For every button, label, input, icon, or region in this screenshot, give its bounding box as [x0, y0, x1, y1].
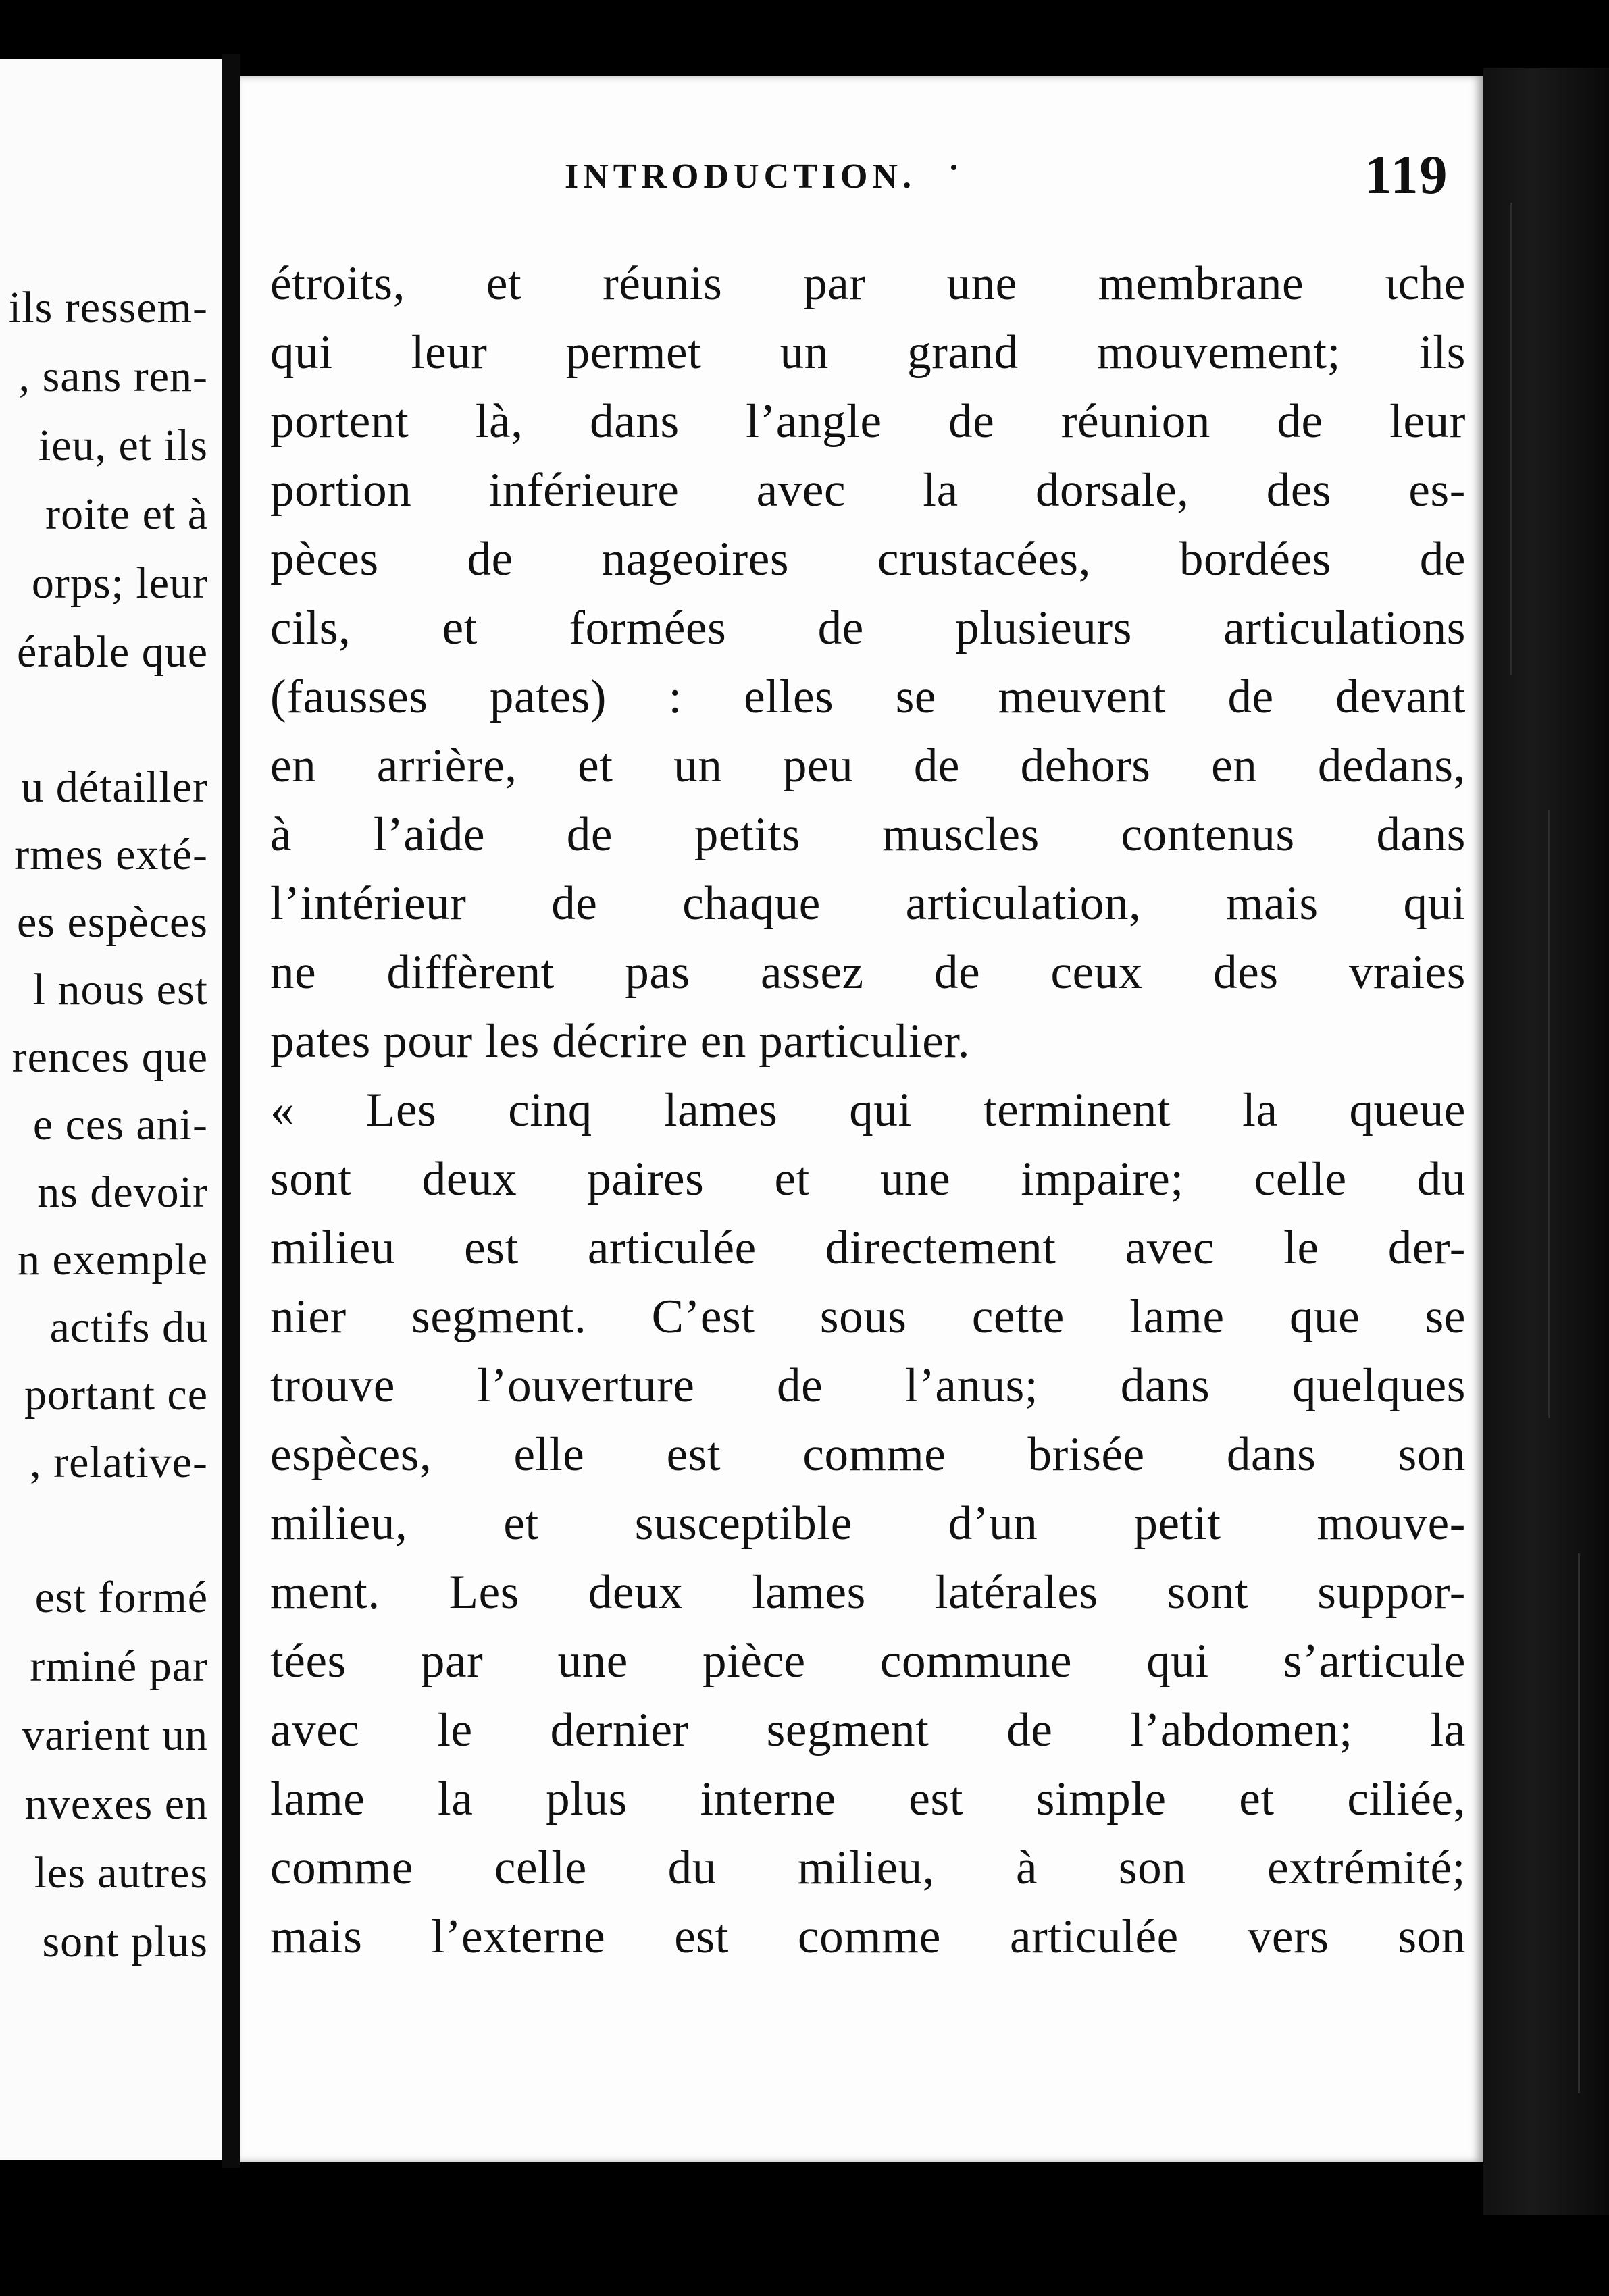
- book-binding-edge: [1483, 68, 1609, 2215]
- left-line: est formé: [34, 1573, 208, 1622]
- binding-streak: [1578, 1553, 1580, 2093]
- text-line: pates pour les décrire en particulier.: [270, 1015, 971, 1068]
- text-line: portent là, dans l’angle de réunion de leur: [270, 395, 1466, 448]
- text-line: sont deux paires et une impaire; celle du: [270, 1153, 1466, 1205]
- left-line: varient un: [22, 1711, 208, 1760]
- left-line: nvexes en: [24, 1779, 208, 1829]
- text-line: cils, et formées de plusieurs articulations: [270, 602, 1466, 654]
- text-line: portion inférieure avec la dorsale, des es-: [270, 464, 1466, 517]
- text-line: lame la plus interne est simple et ciliée,: [270, 1773, 1466, 1825]
- left-line: , sans ren-: [18, 352, 208, 401]
- text-line: qui leur permet un grand mouvement; ils: [270, 326, 1466, 379]
- left-line: , relative-: [30, 1438, 208, 1487]
- left-line: sont plus: [42, 1917, 208, 1966]
- text-line: milieu, et susceptible d’un petit mouve-: [270, 1497, 1466, 1550]
- left-line: ns devoir: [37, 1168, 208, 1217]
- left-line: n exemple: [17, 1235, 208, 1284]
- text-line: ne diffèrent pas assez de ceux des vraies: [270, 946, 1466, 999]
- left-line: portant ce: [24, 1370, 208, 1419]
- text-line: nier segment. C’est sous cette lame que se: [270, 1290, 1466, 1343]
- left-line: l nous est: [32, 965, 208, 1014]
- text-line: milieu est articulée directement avec le der-: [270, 1222, 1466, 1274]
- text-line: tées par une pièce commune qui s’articule: [270, 1635, 1466, 1688]
- left-line: roite et à: [45, 490, 208, 539]
- left-line: érable que: [17, 627, 208, 677]
- left-line: ils ressem-: [8, 283, 208, 332]
- text-line: espèces, elle est comme brisée dans son: [270, 1428, 1466, 1481]
- left-line: e ces ani-: [32, 1100, 208, 1149]
- binding-streak: [1510, 203, 1512, 675]
- text-line: en arrière, et un peu de dehors en dedans,: [270, 739, 1466, 792]
- text-line: l’intérieur de chaque articulation, mais qui: [270, 877, 1466, 930]
- left-line: rmes exté-: [14, 830, 208, 879]
- left-line: rminé par: [30, 1642, 208, 1691]
- text-line: à l’aide de petits muscles contenus dans: [270, 808, 1466, 861]
- current-page: [240, 76, 1483, 2162]
- left-line: rences que: [11, 1033, 208, 1082]
- left-line: es espèces: [16, 897, 208, 947]
- text-line: étroits, et réunis par une membrane ɩche: [270, 257, 1466, 310]
- text-line: pèces de nageoires crustacées, bordées de: [270, 533, 1466, 585]
- left-line: u détailler: [21, 762, 208, 812]
- left-line: les autres: [34, 1848, 208, 1898]
- text-line: (fausses pates) : elles se meuvent de devant: [270, 671, 1466, 723]
- binding-streak: [1548, 810, 1550, 1418]
- running-title: INTRODUCTION.: [565, 157, 917, 196]
- page-number: 119: [1364, 144, 1449, 205]
- text-line: trouve l’ouverture de l’anus; dans quelques: [270, 1359, 1466, 1412]
- text-line: mais l’externe est comme articulée vers son: [270, 1910, 1466, 1963]
- text-line: ment. Les deux lames latérales sont suppor-: [270, 1566, 1466, 1619]
- previous-page-fragment: [0, 59, 222, 2160]
- ink-speck: [951, 165, 956, 170]
- left-line: orps; leur: [31, 558, 208, 608]
- left-line: ieu, et ils: [38, 421, 208, 470]
- text-line: comme celle du milieu, à son extrémité;: [270, 1842, 1466, 1894]
- text-line: « Les cinq lames qui terminent la queue: [270, 1084, 1466, 1137]
- left-line: actifs du: [49, 1303, 208, 1352]
- text-line: avec le dernier segment de l’abdomen; la: [270, 1704, 1466, 1756]
- book-gutter: [222, 54, 240, 2168]
